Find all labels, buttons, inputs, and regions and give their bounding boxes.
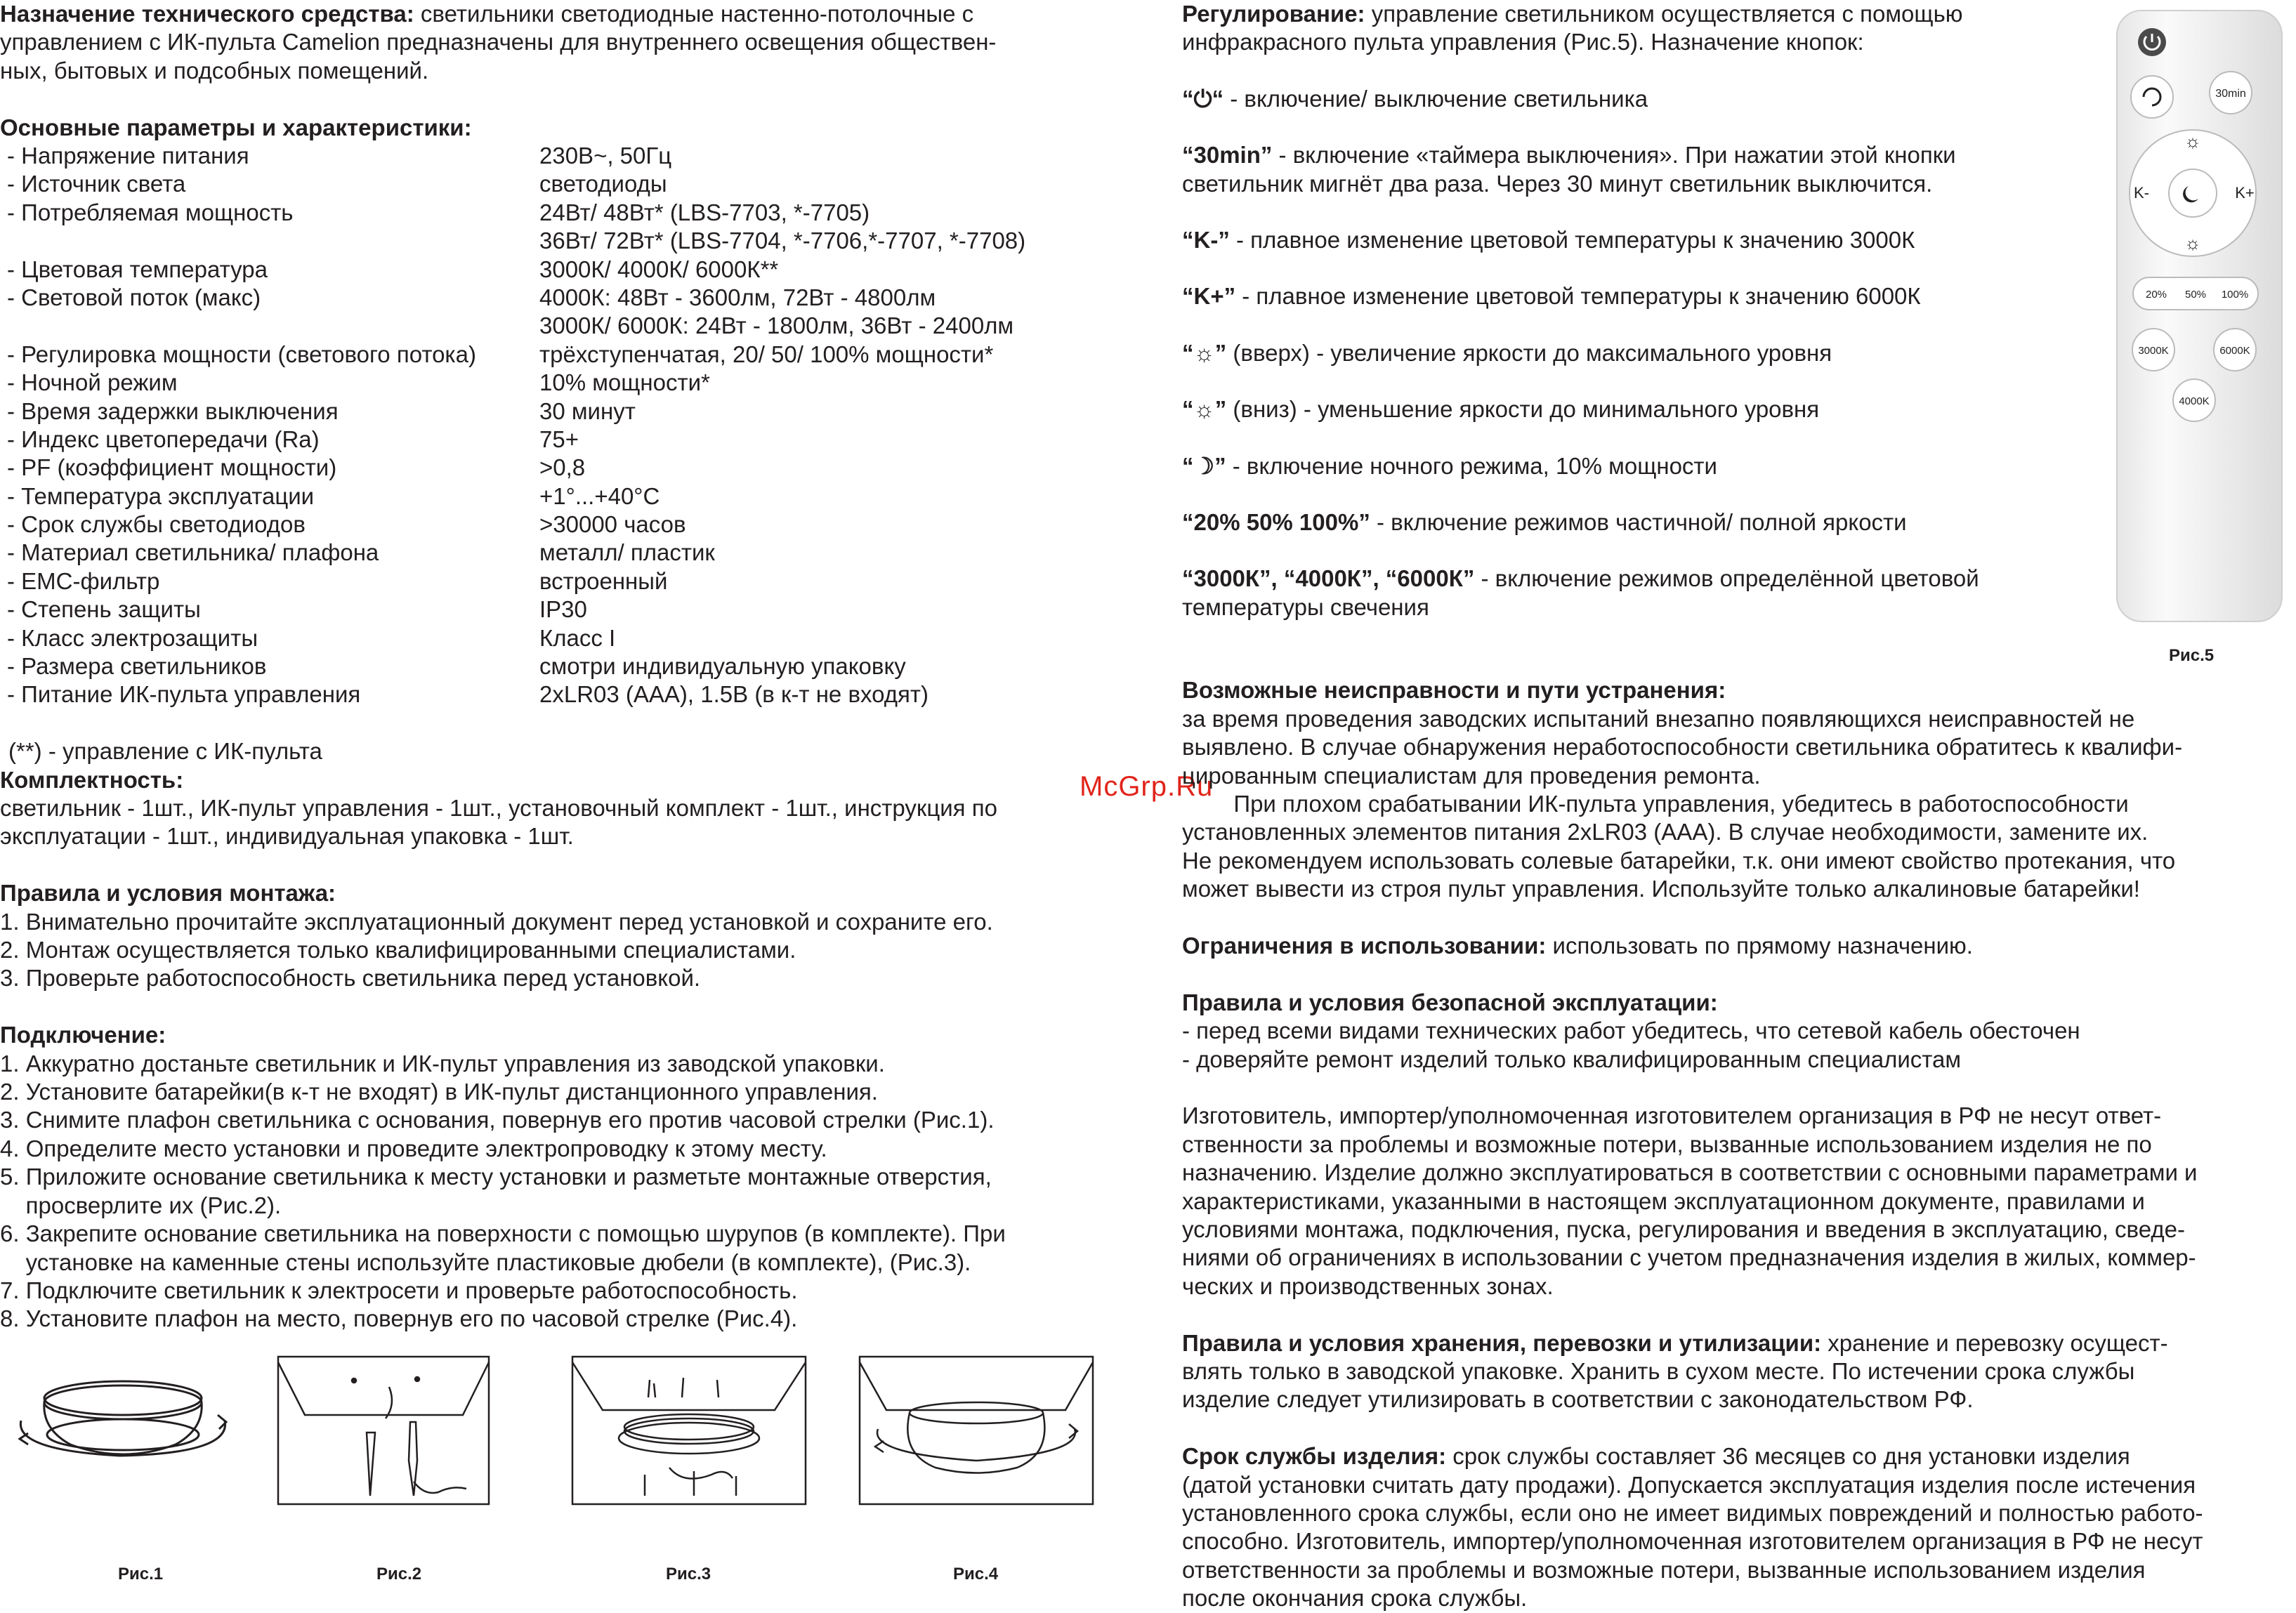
faults-line: за время проведения заводских испытаний внезапно появляющихся неисправностей не xyxy=(1182,705,2135,732)
params-title: Основные параметры и характеристики: xyxy=(0,114,472,140)
storage-list xyxy=(1182,1357,2295,1414)
button-desc-extra: светильник мигнёт два раза. Через 30 минут светильник выключится. xyxy=(1182,170,1933,197)
mount-item: 3. Проверьте работоспособность светильника перед установкой. xyxy=(0,965,701,992)
safety-item: - доверяйте ремонт изделий только квалифицированным специалистам xyxy=(1182,1046,1962,1072)
mount-item: 1. Внимательно прочитайте эксплуатационный документ перед установкой и сохраните его. xyxy=(0,908,993,935)
button-key: “☼” xyxy=(1182,339,1227,366)
spec-value: 2xLR03 (AAA), 1.5В (в к-т не входят) xyxy=(539,681,929,708)
spec-key: - PF (коэффициент мощности) xyxy=(7,454,337,481)
safety-item: - перед всеми видами технических работ убедитесь, что сетевой кабель обесточен xyxy=(1182,1018,2080,1044)
spec-key: - Световой поток (макс) xyxy=(7,284,261,310)
spec-row xyxy=(0,170,1124,198)
spec-row xyxy=(0,227,1124,255)
spec-key: - Цветовая температура xyxy=(7,256,268,282)
maker-line: характеристиками, указанными в настоящем эксплуатационном документе, правилами и xyxy=(1182,1187,2145,1214)
connect-item: 7. Подключите светильник к электросети и проверьте работоспособность. xyxy=(0,1277,798,1303)
spec-value: 230В~, 50Гц xyxy=(539,143,672,169)
reg-line-1: Регулирование: управление светильником осуществляется с помощью xyxy=(1182,1,1963,27)
faults-line: может вывести из строя пульт управления. Используйте только алкалиновые батарейки! xyxy=(1182,876,2140,902)
spec-key: - Регулировка мощности (светового потока) xyxy=(7,341,476,367)
maker-line: Изготовитель, импортер/уполномоченная изготовителем организация в РФ не несут ответ- xyxy=(1182,1102,2162,1129)
spec-key: - Индекс цветопередачи (Ra) xyxy=(7,426,320,452)
button-key: “☽” xyxy=(1182,452,1226,479)
faults-list xyxy=(1182,705,2295,904)
spec-row xyxy=(0,482,1124,511)
spec-value: +1°...+40°C xyxy=(539,482,660,509)
svg-text:50%: 50% xyxy=(2184,289,2207,301)
spec-row xyxy=(0,680,1124,709)
spec-row xyxy=(0,199,1124,227)
spec-value: смотри индивидуальную упаковку xyxy=(539,653,906,680)
figure-4 xyxy=(858,1355,1094,1506)
spec-row xyxy=(0,652,1124,680)
spec-key: - Температура эксплуатации xyxy=(7,482,315,509)
svg-text:K-: K- xyxy=(2134,184,2149,202)
storage-line: влять только в заводской упаковке. Хранить в сухом месте. По истечении срока службы xyxy=(1182,1357,2135,1384)
maker-line: ственности за проблемы и возможные потери, вызванные использованием изделия не по xyxy=(1182,1131,2152,1157)
spec-value: 30 минут xyxy=(539,397,636,424)
button-desc: - включение «таймера выключения». При нажатии этой кнопки xyxy=(1272,142,1956,169)
figure-3 xyxy=(571,1355,807,1506)
button-desc: - включение ночного режима, 10% мощности xyxy=(1226,452,1717,479)
button-desc: (вниз) - уменьшение яркости до минимального уровня xyxy=(1226,396,1820,423)
spec-row xyxy=(0,397,1124,426)
spec-row xyxy=(0,341,1124,369)
svg-text:☼: ☼ xyxy=(2184,232,2201,254)
remote-control-figure xyxy=(2110,7,2292,625)
spec-key: - Степень защиты xyxy=(7,596,201,623)
spec-key: - Срок службы светодиодов xyxy=(7,511,306,538)
spec-value: светодиоды xyxy=(539,171,667,197)
fig3-caption: Рис.3 xyxy=(666,1565,711,1584)
life-line: ответственности за проблемы и возможные потери, вызванные использованием изделия xyxy=(1182,1556,2146,1583)
fig5-caption: Рис.5 xyxy=(2169,646,2215,665)
spec-row xyxy=(0,539,1124,567)
button-key: “30min” xyxy=(1182,142,1273,169)
faults-title: Возможные неисправности и пути устранения: xyxy=(1182,677,1726,704)
faults-line: При плохом срабатывании ИК-пульта управления, убедитесь в работоспособности xyxy=(1182,790,2129,817)
faults-line: цированным специалистам для проведения ремонта. xyxy=(1182,762,1761,789)
spec-row xyxy=(0,142,1124,170)
connect-item: просверлите их (Рис.2). xyxy=(0,1192,282,1218)
spec-value: встроенный xyxy=(539,567,668,594)
spec-value: трёхступенчатая, 20/ 50/ 100% мощности* xyxy=(539,341,994,367)
button-desc: - плавное изменение цветовой температуры к значению 3000К xyxy=(1229,227,1915,254)
life-line: установленного срока службы, если оно не имеет видимых повреждений и полностью работо- xyxy=(1182,1499,2203,1526)
button-key: “⏻“ xyxy=(1182,85,1224,112)
reg-line-2: инфракрасного пульта управления (Рис.5). Назначение кнопок: xyxy=(1182,29,1864,55)
connect-item: 3. Снимите плафон светильника с основания, повернув его против часовой стрелки (Рис.1). xyxy=(0,1107,995,1133)
spec-row xyxy=(0,595,1124,624)
spec-row xyxy=(0,284,1124,312)
connect-item: 4. Определите место установки и проведите электропроводку к этому месту. xyxy=(0,1135,827,1161)
intro-line-2: управлением с ИК-пульта Camelion предназначены для внутреннего освещения обществен- xyxy=(0,29,997,55)
spec-value: 10% мощности* xyxy=(539,369,710,396)
maker-line: ниями об ограничениях в использовании с учетом предназначения изделия в жилых, коммер- xyxy=(1182,1244,2196,1271)
life-line: (датой установки считать дату продажи). Допускается эксплуатация изделия после истечения xyxy=(1182,1471,2196,1498)
connect-item: 1. Аккуратно достаньте светильник и ИК-пульт управления из заводской упаковки. xyxy=(0,1050,885,1077)
spec-value: >0,8 xyxy=(539,454,586,481)
mount-title: Правила и условия монтажа: xyxy=(0,880,336,907)
spec-key: - Материал светильника/ плафона xyxy=(7,539,379,566)
mount-list xyxy=(0,908,1124,993)
spec-row xyxy=(0,256,1124,284)
button-desc: - включение режимов определённой цветовой xyxy=(1474,565,1979,592)
spec-row xyxy=(0,567,1124,595)
button-desc: - включение/ выключение светильника xyxy=(1224,85,1648,112)
spec-value: >30000 часов xyxy=(539,511,686,538)
spec-value: 3000К/ 6000К: 24Вт - 1800лм, 36Вт - 2400лм xyxy=(539,312,1014,339)
svg-text:100%: 100% xyxy=(2221,289,2249,301)
button-key: “20% 50% 100%” xyxy=(1182,509,1370,536)
life-list xyxy=(1182,1471,2295,1613)
faults-line: установленных элементов питания 2xLR03 (AAA). В случае необходимости, замените их. xyxy=(1182,819,2149,845)
spec-value: IP30 xyxy=(539,596,587,623)
spec-value: 36Вт/ 72Вт* (LBS-7704, *-7706,*-7707, *-7708) xyxy=(539,228,1026,254)
spec-value: 24Вт/ 48Вт* (LBS-7703, *-7705) xyxy=(539,199,870,225)
fig2-caption: Рис.2 xyxy=(376,1565,422,1584)
figure-2 xyxy=(277,1355,491,1506)
spec-value: 4000К: 48Вт - 3600лм, 72Вт - 4800лм xyxy=(539,284,936,310)
button-desc: - включение режимов частичной/ полной яркости xyxy=(1370,509,1907,536)
footnote: (**) - управление с ИК-пульта xyxy=(8,738,322,765)
figure-1 xyxy=(7,1366,239,1506)
watermark: McGrp.Ru xyxy=(1080,771,1214,802)
maker-line: ческих и производственных зонах. xyxy=(1182,1272,1554,1299)
spec-key: - Класс электрозащиты xyxy=(7,624,258,651)
fig1-caption: Рис.1 xyxy=(118,1565,164,1584)
storage-line: изделие следует утилизировать в соответствии с законодательством РФ. xyxy=(1182,1386,1974,1413)
connect-item: 2. Установите батарейки(в к-т не входят) в ИК-пульт дистанционного управления. xyxy=(0,1079,878,1105)
maker-list xyxy=(1182,1102,2295,1301)
spec-key: - Потребляемая мощность xyxy=(7,199,294,225)
connect-item: установке на каменные стены используйте пластиковые дюбели (в комплекте), (Рис.3). xyxy=(0,1249,971,1275)
connect-item: 5. Приложите основание светильника к месту установки и разметьте монтажные отверстия, xyxy=(0,1164,992,1190)
spec-value: Класс I xyxy=(539,624,616,651)
mount-item: 2. Монтаж осуществляется только квалифицированными специалистами. xyxy=(0,937,796,963)
kit-title: Комплектность: xyxy=(0,766,184,793)
maker-line: условиями монтажа, подключения, пуска, регулирования и введения в эксплуатацию, сведе- xyxy=(1182,1216,2185,1242)
spec-key: - Ночной режим xyxy=(7,369,178,396)
svg-text:6000K: 6000K xyxy=(2219,345,2250,357)
spec-row xyxy=(0,454,1124,482)
storage-line-1: Правила и условия хранения, перевозки и утилизации: хранение и перевозку осущест- xyxy=(1182,1329,2168,1356)
connect-title: Подключение: xyxy=(0,1022,166,1048)
life-line: после окончания срока службы. xyxy=(1182,1585,1528,1612)
connect-list xyxy=(0,1050,1124,1334)
button-key: “K+” xyxy=(1182,283,1236,310)
spec-key: - Время задержки выключения xyxy=(7,397,339,424)
spec-row xyxy=(0,511,1124,539)
svg-text:20%: 20% xyxy=(2145,289,2167,301)
connect-item: 8. Установите плафон на место, повернув его по часовой стрелке (Рис.4). xyxy=(0,1305,798,1332)
connect-item: 6. Закрепите основание светильника на поверхности с помощью шурупов (в комплекте). При xyxy=(0,1220,1006,1247)
button-key: “☼” xyxy=(1182,396,1227,423)
faults-line: Не рекомендуем использовать солевые батарейки, т.к. они имеют свойство протекания, что xyxy=(1182,847,2176,874)
svg-text:☼: ☼ xyxy=(2184,131,2201,152)
spec-value: 75+ xyxy=(539,426,579,452)
button-key: “3000К”, “4000К”, “6000К” xyxy=(1182,565,1475,592)
intro-label: Назначение технического средства: xyxy=(0,1,414,27)
faults-line: выявлено. В случае обнаружения неработоспособности светильника обратитесь к квалифи- xyxy=(1182,734,2183,761)
kit-line-1: светильник - 1шт., ИК-пульт управления - 1шт., установочный комплект - 1шт., инструкция по xyxy=(0,795,997,822)
svg-text:30min: 30min xyxy=(2215,88,2246,100)
button-desc: (вверх) - увеличение яркости до максимального уровня xyxy=(1226,339,1832,366)
svg-text:3000K: 3000K xyxy=(2138,345,2169,357)
button-desc: - плавное изменение цветовой температуры к значению 6000К xyxy=(1235,283,1921,310)
button-desc-extra: температуры свечения xyxy=(1182,593,1429,620)
spec-row xyxy=(0,624,1124,652)
safety-list xyxy=(1182,1017,2295,1074)
spec-key: - Размера светильников xyxy=(7,653,267,680)
left-column xyxy=(0,0,1124,1334)
intro-line-1: Назначение технического средства: светильники светодиодные настенно-потолочные с xyxy=(0,1,974,27)
spec-row xyxy=(0,426,1124,454)
safety-title: Правила и условия безопасной эксплуатации: xyxy=(1182,989,1718,1015)
life-line-1: Срок службы изделия: срок службы составляет 36 месяцев со дня установки изделия xyxy=(1182,1443,2130,1470)
spec-key: - Напряжение питания xyxy=(7,143,249,169)
kit-line-2: эксплуатации - 1шт., индивидуальная упаковка - 1шт. xyxy=(0,823,574,850)
svg-text:K+: K+ xyxy=(2235,184,2255,202)
spec-list xyxy=(0,142,1124,709)
spec-key: - Источник света xyxy=(7,171,186,197)
maker-line: назначению. Изделие должно эксплуатироваться в соответствии с основными параметрами и xyxy=(1182,1159,2198,1186)
fig4-caption: Рис.4 xyxy=(953,1565,999,1584)
spec-value: металл/ пластик xyxy=(539,539,715,566)
intro-line-3: ных, бытовых и подсобных помещений. xyxy=(0,57,429,84)
spec-key: - Питание ИК-пульта управления xyxy=(7,681,361,708)
spec-row xyxy=(0,369,1124,397)
spec-value: 3000К/ 4000К/ 6000К** xyxy=(539,256,779,282)
spec-row xyxy=(0,312,1124,340)
life-line: способно. Изготовитель, импортер/уполномоченная изготовителем организация в РФ не несут xyxy=(1182,1528,2203,1555)
spec-key: - ЕМС-фильтр xyxy=(7,567,160,594)
svg-text:4000K: 4000K xyxy=(2179,395,2210,407)
limits-line: Ограничения в использовании: использовать по прямому назначению. xyxy=(1182,932,1973,959)
button-key: “K-” xyxy=(1182,227,1230,254)
